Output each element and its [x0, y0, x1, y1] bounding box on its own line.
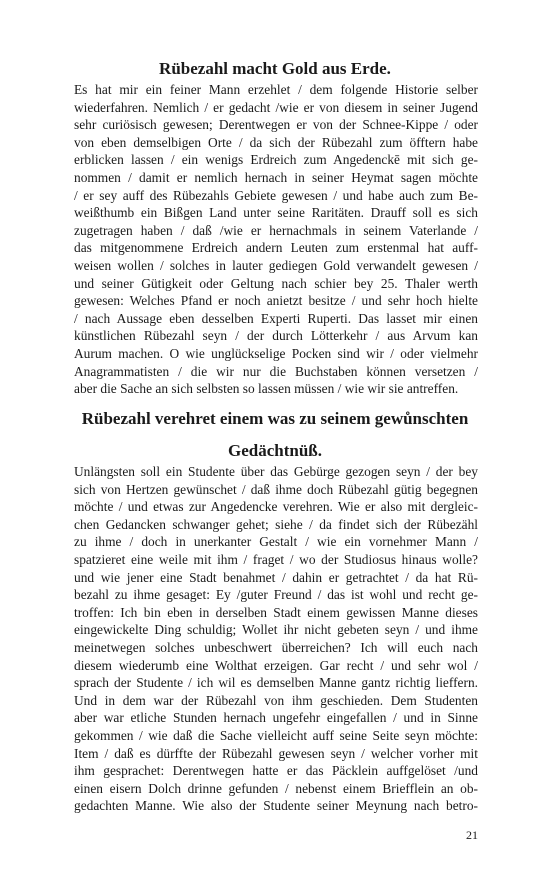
section1-paragraph [74, 81, 478, 398]
text-line: gedachten Manne. Wie also der Studente seiner Meynung nach betro- [74, 798, 478, 814]
text-line: von eben demselbigen Orte / da sich der Rübezahl zum öfftern habe [74, 134, 478, 150]
text-line: / er sey auff des Rübezahls Gebiete gewesen / und habe auch zum Be- [74, 187, 478, 203]
text-line: Anagrammatisten / die wir nur die Buchstaben können versetzen / [74, 363, 478, 379]
text-line: zugetragen haben / daß /wie er hernachmals in seinem Vaterlande / [74, 222, 478, 238]
text-line: Und in dem war der Rübezahl von ihm geschieden. Dem Studenten [74, 692, 478, 708]
text-line: eingewickelte Ding schuldig; Wollet ihr nicht gebeten seyn / und ihme [74, 622, 478, 638]
text-line: weisen wollen / solches in lauter gediegen Gold verwandelt gewesen / [74, 257, 478, 273]
text-line: sprach der Studente / ich wil es demselben Manne gantz richtig lieffern. [74, 675, 478, 691]
text-line: ihm gesprachet: Derentwegen hatte er das Päcklein auffgelöset /und [74, 763, 478, 779]
text-line: und seiner Gütigkeit oder Geltung nach schier bey 25. Thaler werth [74, 275, 478, 291]
text-line: diesem wiederumb eine Wolthat erzeigen. Gar recht / und sehr wol / [74, 657, 478, 673]
text-line: das mitgenommene Erdreich andern Leuten zum erstenmal hat auff- [74, 240, 478, 256]
text-line: Aurum machen. O wie unglückselige Pocken sind wir / oder vielmehr [74, 345, 478, 361]
text-line: nommen / damit er nemlich hernach in seiner Heymat sagen möchte [74, 169, 478, 185]
section1-title: Rübezahl macht Gold aus Erde. [159, 59, 391, 78]
text-line: Es hat mir ein feiner Mann erzehlet / dem folgende Historie selber [74, 82, 478, 97]
text-line: gewesen: Welches Pfand er noch anietzt besitze / und sehr hoch hielte [74, 293, 478, 309]
section2-title-line1: Rübezahl verehret einem was zu seinem gewůnschten [81, 409, 469, 428]
text-line: Unlängsten soll ein Studente über das Gebürge gezogen seyn / der bey [74, 464, 478, 479]
text-line: erblicken lassen / ein wenigs Erdreich zum Angedenckē mit sich ge- [74, 152, 478, 168]
text-line: aber war etliche Stunden hernach ungefehr eingefallen / und in Sinne [74, 710, 478, 726]
text-line: Item / daß es dürffte der Rübezahl gewesen seyn / welcher vorher mit [74, 745, 478, 761]
text-line: sehr curiösisch gewesen; Derentwegen er von der Schnee-Kippe / oder [74, 117, 478, 133]
text-line: sich von Hertzen gewünschet / daß ihme doch Rübezahl gütig begegnen [74, 481, 478, 497]
section2-paragraph [74, 463, 478, 815]
text-line: gekommen / wie daß die Sache vielleicht auff seine Seite seyn möchte: [74, 727, 478, 743]
text-line: weißthumb ein Bißgen Land unter seine Raritäten. Drauff soll es sich [74, 205, 478, 221]
page-number: 21 [466, 828, 478, 842]
text-line: aber die Sache an sich selbsten so lassen müssen / wie wir sie antreffen. [74, 381, 459, 397]
text-line: künstlichen Rübezahl seyn / der durch Lötterkehr / aus Arvum kan [74, 328, 478, 344]
text-line: wiederfahren. Nemlich / er gedacht /wie er von diesem in seiner Jugend [74, 99, 478, 115]
text-line: / nach Aussage eben desselben Experti Ruperti. Das lasset mir einen [74, 310, 478, 326]
section2-title-line2: Gedächtnüß. [228, 441, 322, 460]
text-line: spatzieret eine weile mit ihm / fraget / wo der Studiosus hinaus wolle? [74, 551, 478, 567]
text-line: meinetwegen solches unbeschwert überreichen? Ich will euch nach [74, 639, 478, 655]
text-line: einen eisern Dolch drinne gefunden / nebenst einem Briefflein an ob- [74, 780, 478, 796]
text-line: und wie jener eine Stadt benahmet / dahin er getrachtet / da hat Rü- [74, 569, 478, 585]
text-line: troffen: Ich bin eben in derselben Stadt einem gewissen Manne dieses [74, 604, 478, 620]
text-line: zu ihme / doch in unerkanter Gestalt / wie ein vornehmer Mann / [74, 534, 478, 550]
text-line: chen Gedancken schwanger gehet; siehe / da findet sich der Rübezähl [74, 516, 478, 532]
text-line: bezahl zu ihme gesaget: Ey /guter Freund / das ist wohl und recht ge- [74, 587, 478, 603]
text-line: möchte / und etwas zur Angedencke verehren. Wie er also mit dergleic- [74, 499, 478, 515]
